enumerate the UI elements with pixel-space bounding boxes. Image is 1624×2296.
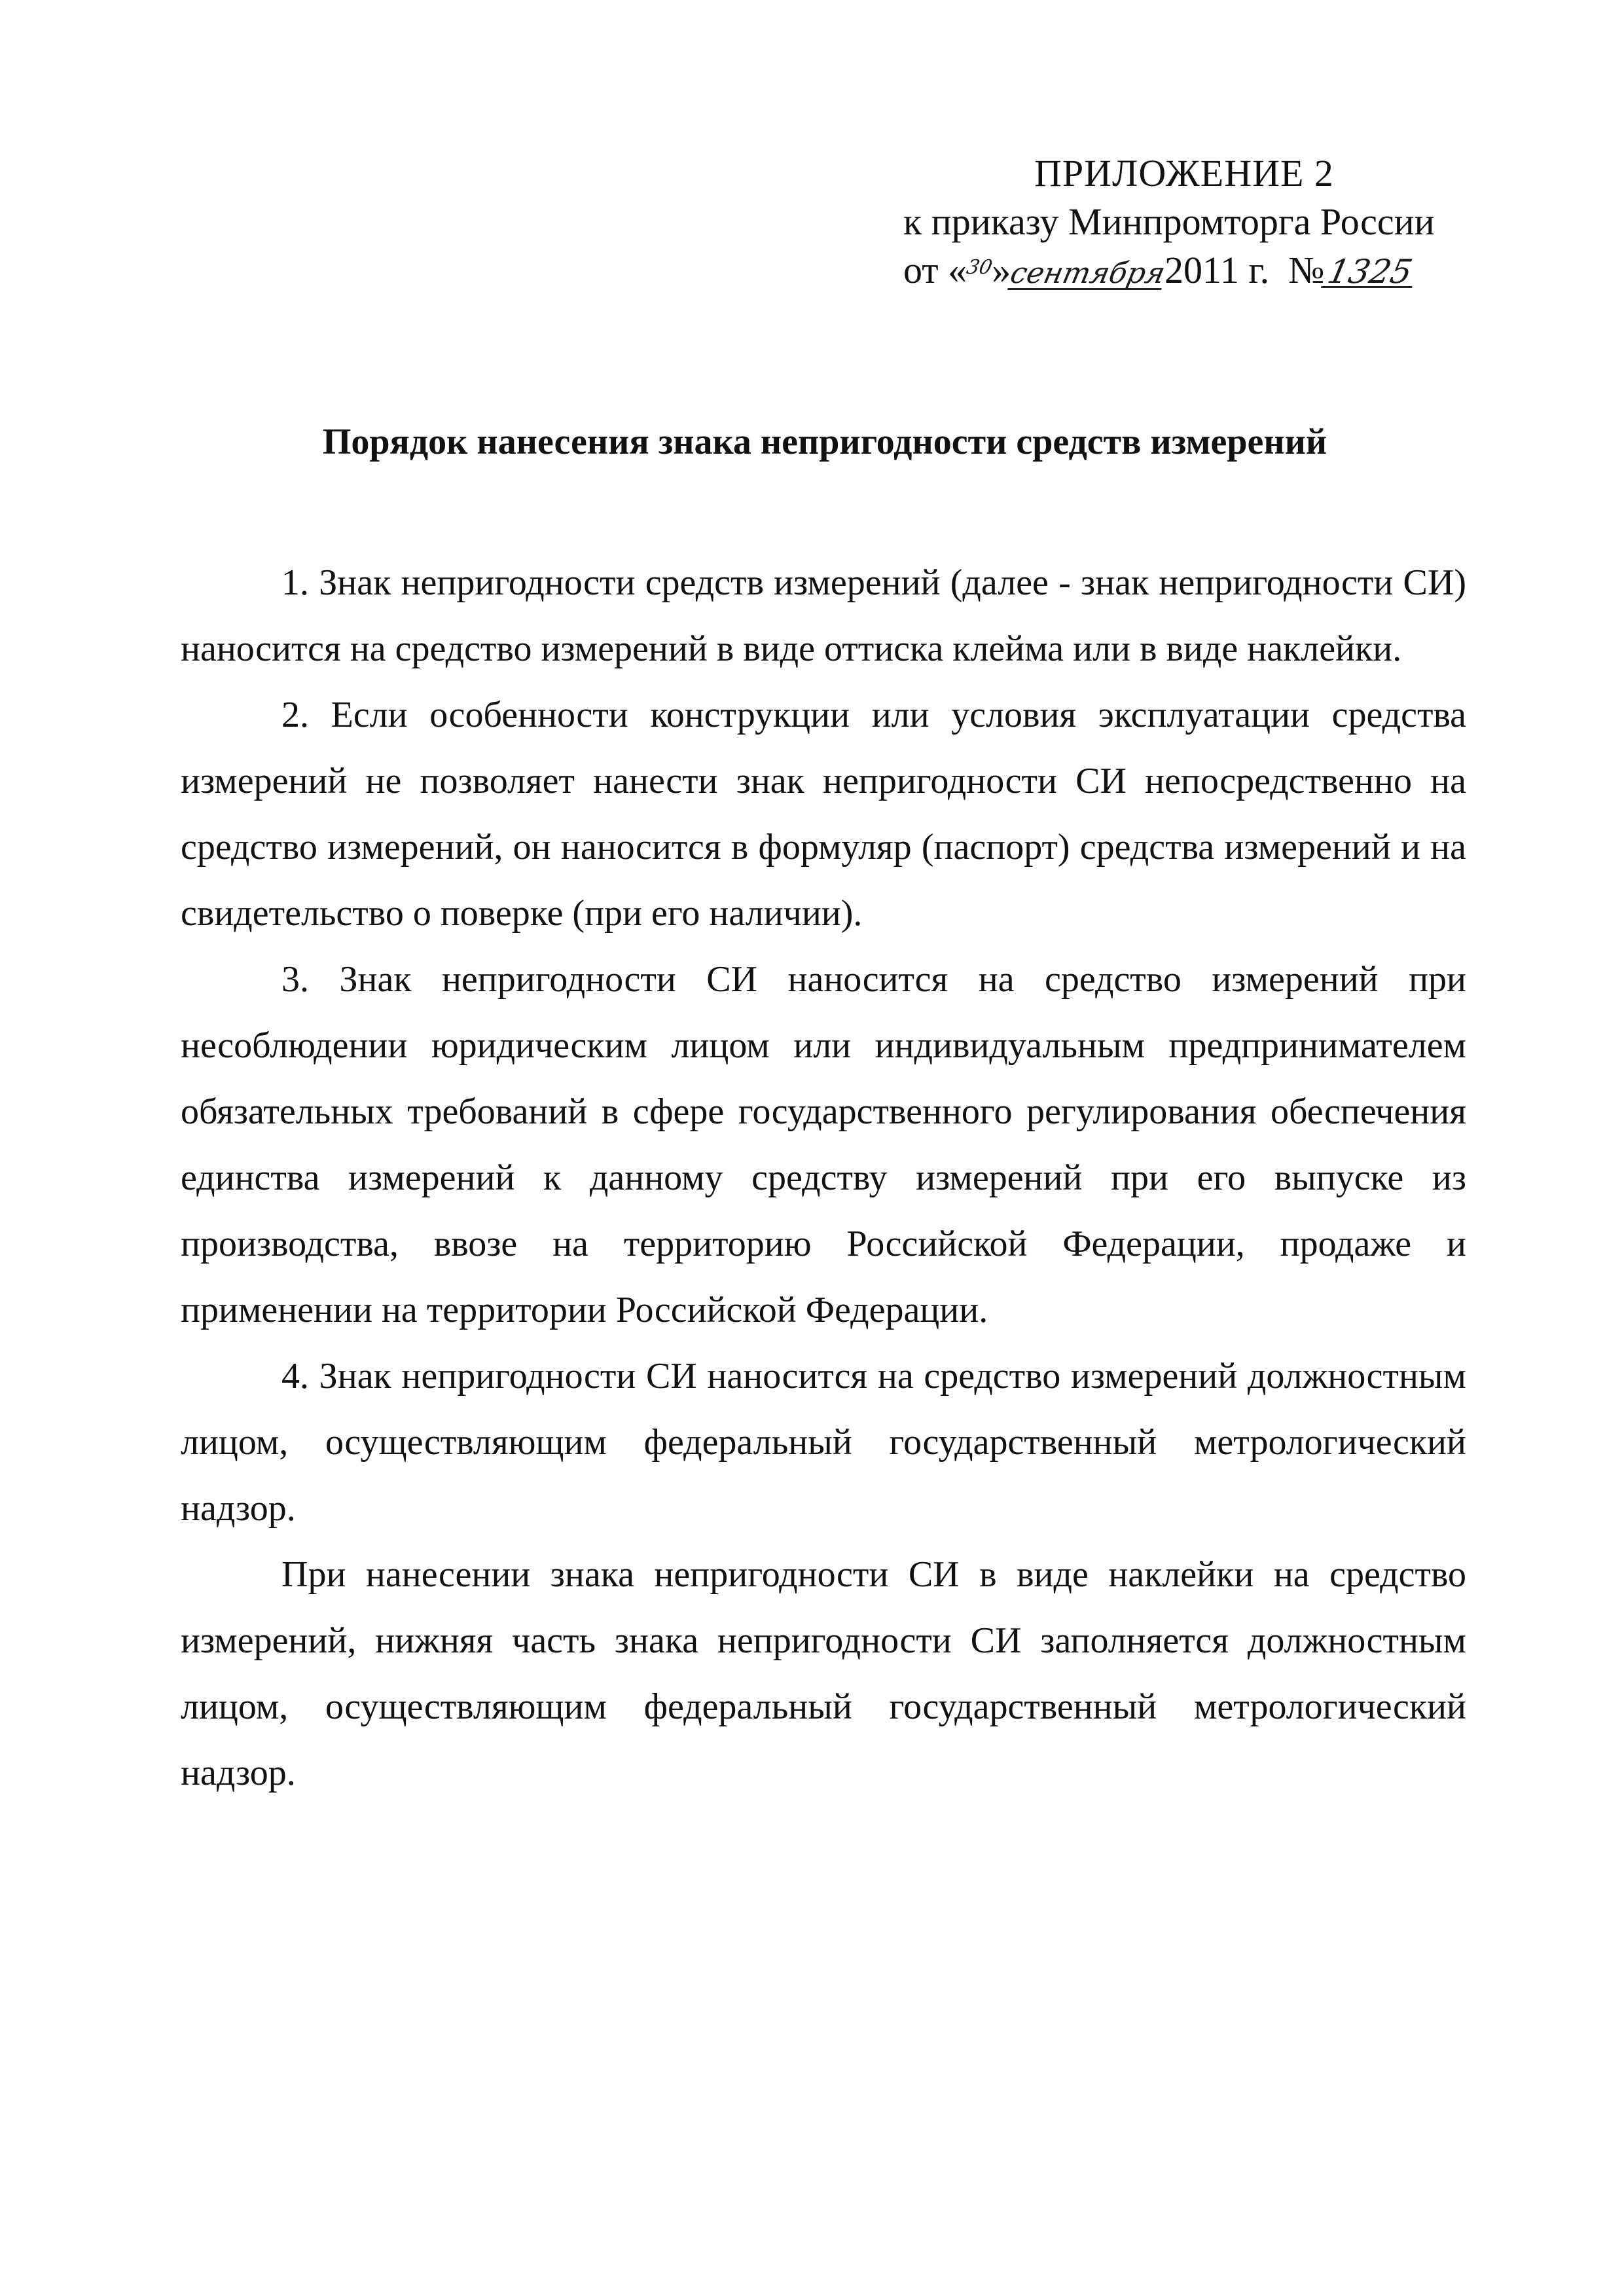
order-date-line	[903, 246, 1492, 295]
document-title: Порядок нанесения знака непригодности средств измерений	[322, 422, 1327, 462]
appendix-header	[903, 149, 1492, 295]
appendix-label: ПРИЛОЖЕНИЕ 2	[1034, 152, 1334, 194]
document-body	[181, 550, 1466, 1806]
date-prefix: от «	[903, 249, 967, 291]
paragraph-4: 4. Знак непригодности СИ наносится на средство измерений должностным лицом, осуществляющим федеральный государственный метрологический надзор.	[181, 1356, 1466, 1529]
paragraph-2: 2. Если особенности конструкции или условия эксплуатации средства измерений не позволяет нанести знак непригодности СИ непосредственно на средство измерений, он наносится в формуляр (паспорт) средства измерений и на свидетельство о поверке (при его наличии).	[181, 695, 1466, 934]
handwritten-number: 1325	[1321, 257, 1418, 288]
number-label: №	[1288, 249, 1325, 291]
date-year: 2011 г.	[1164, 249, 1270, 291]
handwritten-month: сентября	[1007, 257, 1168, 290]
date-mid: »	[992, 249, 1011, 291]
order-reference: к приказу Минпромторга России	[903, 200, 1435, 243]
paragraph-3: 3. Знак непригодности СИ наносится на средство измерений при несоблюдении юридическим лицом или индивидуальным предпринимателем обязательных требований в сфере государственного регулирования обеспечения единства измерений к данному средству измерений при его выпуске из производства, ввозе на территорию Российской Федерации, продаже и применении на территории Российской Федерации.	[181, 959, 1466, 1330]
paragraph-5: При нанесении знака непригодности СИ в виде наклейки на средство измерений, нижняя часть знака непригодности СИ заполняется должностным лицом, осуществляющим федеральный государственный метрологический надзор.	[181, 1554, 1466, 1793]
handwritten-day: 30	[964, 256, 995, 279]
paragraph-1: 1. Знак непригодности средств измерений (далее - знак непригодности СИ) наносится на средство измерений в виде оттиска клейма или в виде наклейки.	[181, 562, 1466, 669]
